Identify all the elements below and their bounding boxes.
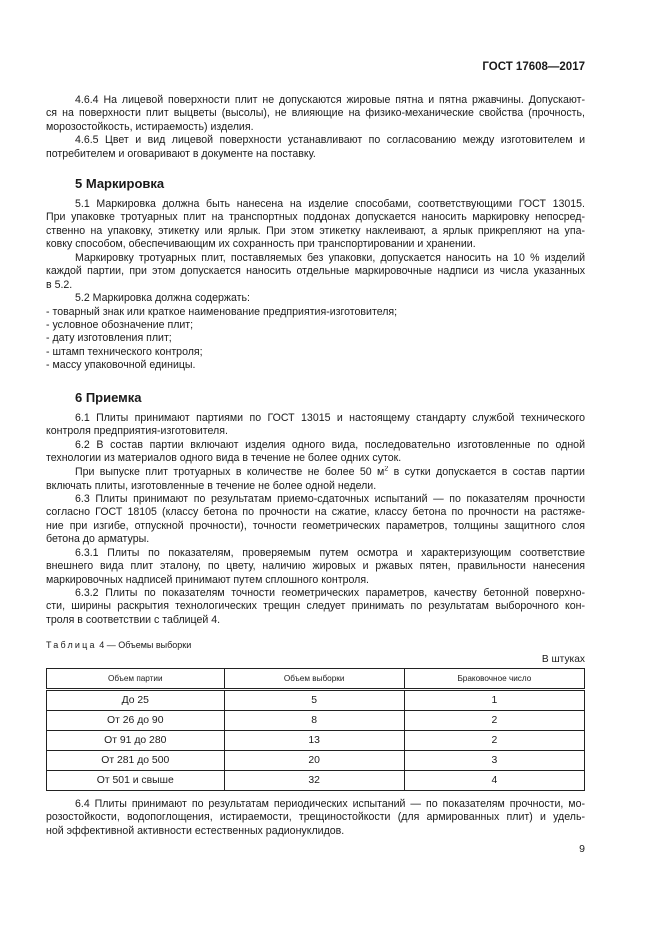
table-caption xyxy=(46,640,191,650)
table-cell: 1 xyxy=(404,690,584,711)
text-line: маркировочных надписей принимают путем сплошного контроля. xyxy=(46,573,369,586)
table-cell: 20 xyxy=(224,751,404,771)
table-cell: От 501 и свыше xyxy=(47,771,225,791)
text-line xyxy=(46,466,585,479)
text-line: ковку способом, обеспечивающим их сохранность при транспортировании и хранении. xyxy=(46,238,476,251)
text-line: 4.6.5 Цвет и вид лицевой поверхности устанавливают по согласованию между изготовителем и xyxy=(75,134,585,147)
text-line: 5.2 Маркировка должна содержать: xyxy=(75,292,250,305)
page-number: 9 xyxy=(579,843,585,855)
table-row xyxy=(47,690,585,711)
document-header-id: ГОСТ 17608—2017 xyxy=(482,61,585,73)
text-line: 5.1 Маркировка должна быть нанесена на изделие способами, соответствующими ГОСТ 13015. xyxy=(75,198,585,210)
column-header: Объем партии xyxy=(47,669,225,690)
text-line: морозостойкость, истираемость) изделия. xyxy=(46,120,254,133)
section-6-body-cont xyxy=(46,480,585,628)
table-row xyxy=(47,751,585,771)
table-cell: 2 xyxy=(404,731,584,751)
table-unit: В штуках xyxy=(541,654,585,665)
text-line: При упаковке тротуарных плит на транспортных поддонах допускается наносить маркировку непосред- xyxy=(46,211,585,224)
text-line: ся на поверхности плит выцветы (высолы), не влияющие на физико-механические свойства (прочность, xyxy=(46,107,585,120)
table-row xyxy=(47,771,585,791)
table-cell: 13 xyxy=(224,731,404,751)
section-5-body xyxy=(46,198,585,373)
text-line: розостойкости, водопоглощения, истираемости, трещиностойкости (для армированных плит) и удель- xyxy=(46,811,585,824)
text-line: сти, ширины раскрытия технологических трещин следует принимать по результатам выборочного кон- xyxy=(46,600,585,613)
text-line: потребителем и оговаривают в документе на поставку. xyxy=(46,147,316,160)
sample-size-table xyxy=(46,668,585,791)
text-line: бетона до арматуры. xyxy=(46,533,150,546)
section-6-body xyxy=(46,412,585,466)
text-line: - штамп технического контроля; xyxy=(46,345,203,358)
text-line: 6.1 Плиты принимают партиями по ГОСТ 13015 и настоящему стандарту службой технического xyxy=(75,412,585,424)
column-header: Объем выборки xyxy=(224,669,404,690)
text-line: ной эффективной активности естественных радионуклидов. xyxy=(46,824,345,837)
table-cell: От 26 до 90 xyxy=(47,711,225,731)
text-line: 6.3 Плиты принимают по результатам приемо-сдаточных испытаний — по показателям прочности xyxy=(75,492,585,505)
text-line: - товарный знак или краткое наименование предприятия-изготовителя; xyxy=(46,305,398,318)
text-line: 4.6.4 На лицевой поверхности плит не допускаются жировые пятна и пятна ржавчины. Допускают- xyxy=(75,94,585,106)
text-line: в 5.2. xyxy=(46,278,73,291)
text-fragment: При выпуске плит тротуарных в количестве не более 50 м xyxy=(75,466,385,478)
clause-6-4 xyxy=(46,798,585,838)
clause-4-6 xyxy=(46,94,585,161)
text-line: - условное обозначение плит; xyxy=(46,319,194,331)
text-line: включать плиты, изготовленные в течение не более одной недели. xyxy=(46,479,377,492)
text-line: контроля предприятия-изготовителя. xyxy=(46,425,228,438)
table-cell: 32 xyxy=(224,771,404,791)
text-line: 6.3.1 Плиты по показателям, проверяемым путем осмотра и характеризующим соответствие xyxy=(75,546,585,559)
table-cell: До 25 xyxy=(47,690,225,711)
table-row xyxy=(47,731,585,751)
section-5-heading: 5 Маркировка xyxy=(75,176,165,191)
table-caption-title: 4 — Объемы выборки xyxy=(96,640,192,650)
text-line: 6.3.2 Плиты по показателям точности геометрических параметров, качеству бетонной поверхно- xyxy=(75,587,585,600)
text-line: - массу упаковочной единицы. xyxy=(46,359,196,372)
text-line: ние при изгибе, отпускной прочности), точности геометрических параметров, толщины защитного слоя xyxy=(46,519,585,532)
text-line: Маркировку тротуарных плит, поставляемых без упаковки, допускается наносить на 10 % изделий xyxy=(75,251,585,264)
superscript: 2 xyxy=(384,466,389,473)
text-line: согласно ГОСТ 18105 (классу бетона по прочности на сжатие, классу бетона по прочности на растяже- xyxy=(46,506,585,519)
clause-6-2-note xyxy=(46,466,585,479)
section-6-heading: 6 Приемка xyxy=(75,390,142,405)
table-cell: 5 xyxy=(224,690,404,711)
text-line: троля в соответствии с таблицей 4. xyxy=(46,613,221,626)
table-cell: От 281 до 500 xyxy=(47,751,225,771)
text-line: каждой партии, при этом допускается наносить отдельные маркировочные надписи из числа указанных xyxy=(46,265,585,278)
text-line: 6.4 Плиты принимают по результатам периодических испытаний — по показателям прочности, мо- xyxy=(75,798,585,810)
table-cell: 2 xyxy=(404,711,584,731)
table-cell: От 91 до 280 xyxy=(47,731,225,751)
table-header-row xyxy=(47,669,585,690)
table-row xyxy=(47,711,585,731)
table-cell: 3 xyxy=(404,751,584,771)
text-line: - дату изготовления плит; xyxy=(46,332,172,345)
column-header: Браковочное число xyxy=(404,669,584,690)
text-line: 6.2 В состав партии включают изделия одного вида, последовательно изготовленные по одной xyxy=(75,438,585,451)
table-cell: 8 xyxy=(224,711,404,731)
text-line: внешнего вида плит эталону, по цвету, наличию жировых и ржавых пятен, правильности нанесения xyxy=(46,560,585,573)
text-line: технологии из материалов одного вида в течение не более одних суток. xyxy=(46,452,402,465)
text-fragment: в сутки допускается в состав партии xyxy=(388,466,585,478)
text-line: ственно на упаковку, этикетку или ярлык. При этом этикетку наклеивают, а ярлык прикрепляют на упа- xyxy=(46,224,585,237)
table-cell: 4 xyxy=(404,771,584,791)
table-caption-label: Таблица xyxy=(46,640,97,650)
